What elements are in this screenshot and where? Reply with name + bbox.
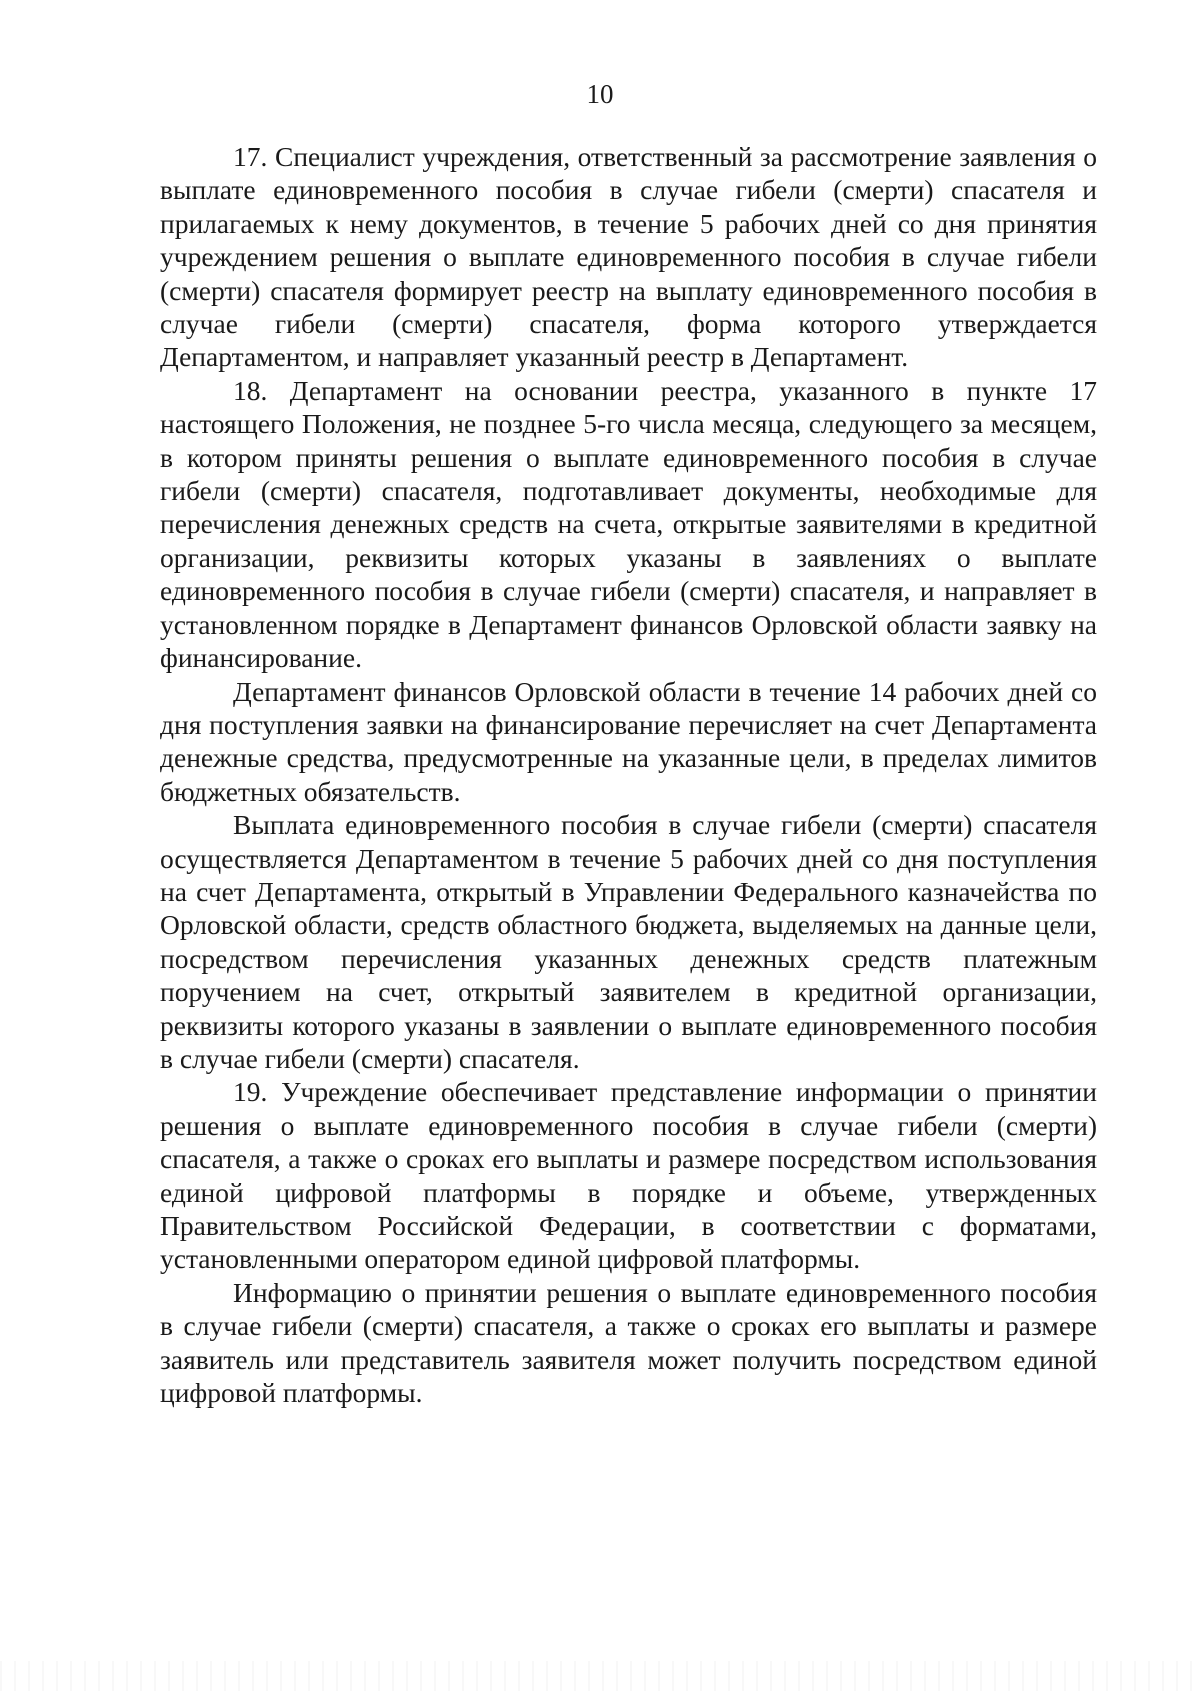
- paragraph-17: 17. Специалист учреждения, ответственный за рассмотрение заявления о выплате единовременного пособия в случае гибели (смерти) спасателя и прилагаемых к нему документов, в течение 5 рабочих дней со дня принятия учреждением решения о выплате единовременного пособия в случае гибели (смерти) спасателя формирует реестр на выплату единовременного пособия в случае гибели (смерти) спасателя, форма которого утверждается Департаментом, и направляет указанный реестр в Департамент.: [160, 141, 1097, 373]
- paragraph-19-information: Информацию о принятии решения о выплате единовременного пособия в случае гибели (смерти) спасателя, а также о сроках его выплаты и размере заявитель или представитель заявителя может получить посредством единой цифровой платформы.: [160, 1276, 1097, 1409]
- scan-edge-noise: [0, 1661, 1200, 1691]
- paragraph-19: 19. Учреждение обеспечивает представление информации о принятии решения о выплате единовременного пособия в случае гибели (смерти) спасателя, а также о сроках его выплаты и размере посредством использования единой цифровой платформы в порядке и объеме, утвержденных Правительством Российской Федерации, в соответствии с форматами, установленными оператором единой цифровой платформы.: [160, 1076, 1097, 1275]
- paragraph-18-payment: Выплата единовременного пособия в случае гибели (смерти) спасателя осуществляется Департаментом в течение 5 рабочих дней со дня поступления на счет Департамента, открытый в Управлении Федерального казначейства по Орловской области, средств областного бюджета, выделяемых на данные цели, посредством перечисления указанных денежных средств платежным поручением на счет, открытый заявителем в кредитной организации, реквизиты которого указаны в заявлении о выплате единовременного пособия в случае гибели (смерти) спасателя.: [160, 809, 1097, 1074]
- page-number: 10: [586, 79, 614, 109]
- paragraph-18-funding: Департамент финансов Орловской области в течение 14 рабочих дней со дня поступления заявки на финансирование перечисляет на счет Департамента денежные средства, предусмотренные на указанные цели, в пределах лимитов бюджетных обязательств.: [160, 675, 1097, 807]
- paragraph-18: 18. Департамент на основании реестра, указанного в пункте 17 настоящего Положения, не позднее 5-го числа месяца, следующего за месяцем, в котором приняты решения о выплате единовременного пособия в случае гибели (смерти) спасателя, подготавливает документы, необходимые для перечисления денежных средств на счета, открытые заявителями в кредитной организации, реквизиты которых указаны в заявлениях о выплате единовременного пособия в случае гибели (смерти) спасателя, и направляет в установленном порядке в Департамент финансов Орловской области заявку на финансирование.: [160, 374, 1097, 674]
- document-body: [160, 140, 1097, 1409]
